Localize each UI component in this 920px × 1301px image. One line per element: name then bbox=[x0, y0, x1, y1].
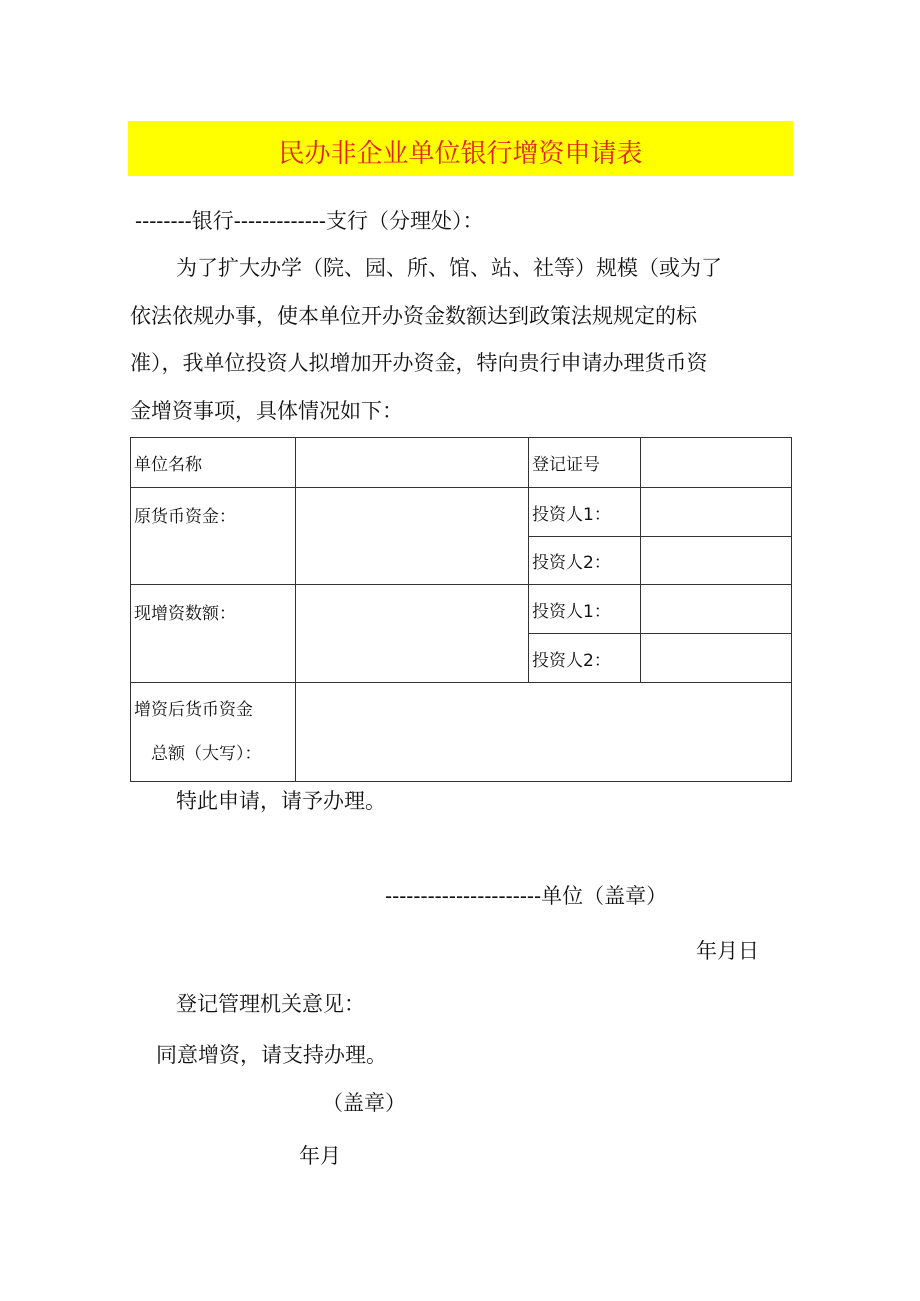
authority-label: 登记管理机关意见： bbox=[176, 992, 365, 1016]
date-line-2: 年月 bbox=[299, 1144, 341, 1168]
orig-investor1-label: 投资人1： bbox=[529, 488, 641, 537]
unit-name-label: 单位名称 bbox=[131, 438, 296, 488]
intro-line-1: 为了扩大办学（院、园、所、馆、站、社等）规模（或为了 bbox=[176, 256, 722, 280]
application-table bbox=[130, 437, 792, 782]
title-banner bbox=[128, 121, 793, 176]
intro-line-2: 依法依规办事，使本单位开办资金数额达到政策法规规定的标 bbox=[130, 303, 697, 328]
intro-paragraph bbox=[130, 245, 794, 435]
closing-text: 特此申请，请予办理。 bbox=[176, 789, 386, 813]
intro-line-4: 金增资事项，具体情况如下： bbox=[130, 398, 403, 423]
reg-no-field[interactable] bbox=[641, 438, 792, 488]
total-label bbox=[131, 683, 296, 782]
unit-name-field[interactable] bbox=[296, 438, 529, 488]
increase-label: 现增资数额： bbox=[131, 585, 296, 683]
orig-investor1-field[interactable] bbox=[641, 488, 792, 537]
reg-no-label: 登记证号 bbox=[529, 438, 641, 488]
inc-investor1-field[interactable] bbox=[641, 585, 792, 634]
total-field[interactable] bbox=[296, 683, 792, 782]
inc-investor2-label: 投资人2： bbox=[529, 634, 641, 683]
total-label-line2: 总额（大写）： bbox=[151, 744, 262, 764]
inc-investor2-field[interactable] bbox=[641, 634, 792, 683]
orig-investor2-label: 投资人2： bbox=[529, 537, 641, 585]
increase-field[interactable] bbox=[296, 585, 529, 683]
total-label-line1: 增资后货币资金 bbox=[134, 700, 253, 720]
authority-opinion: 同意增资，请支持办理。 bbox=[156, 1043, 387, 1067]
date-line-1: 年月日 bbox=[696, 939, 759, 963]
orig-capital-label: 原货币资金： bbox=[131, 488, 296, 585]
authority-seal: （盖章） bbox=[322, 1091, 406, 1115]
inc-investor1-label: 投资人1： bbox=[529, 585, 641, 634]
page-title: 民办非企业单位银行增资申请表 bbox=[278, 139, 643, 169]
orig-capital-field[interactable] bbox=[296, 488, 529, 585]
intro-line-3: 准），我单位投资人拟增加开办资金，特向贵行申请办理货币资 bbox=[130, 351, 708, 375]
addressee-line: --------银行-------------支行（分理处）： bbox=[135, 209, 484, 233]
unit-seal-line: ----------------------单位（盖章） bbox=[385, 884, 668, 908]
orig-investor2-field[interactable] bbox=[641, 537, 792, 585]
